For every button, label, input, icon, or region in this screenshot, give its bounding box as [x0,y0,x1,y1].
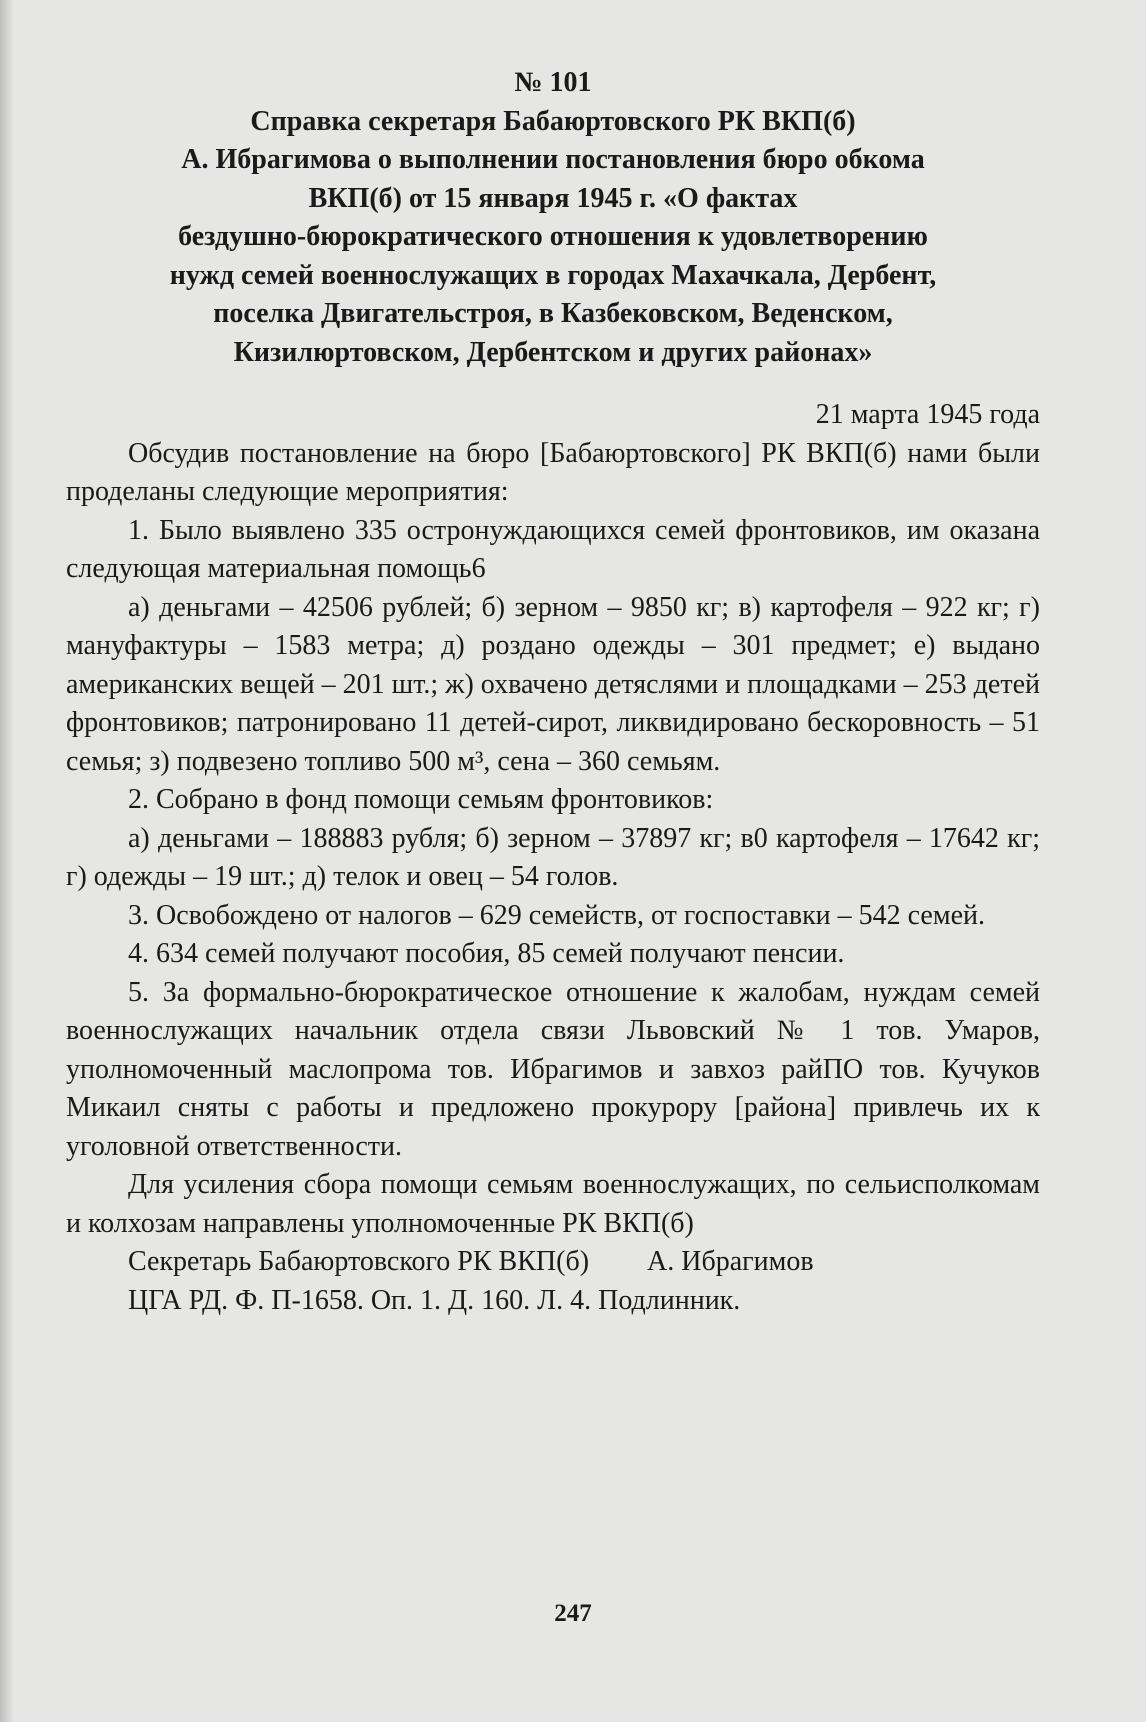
title-line: поселка Двигательстроя, в Казбековском, Веденском, [213,298,893,329]
signature-line [66,1243,1040,1282]
paragraph: 1. Было выявлено 335 остронуждающихся семей фронтовиков, им оказана следующая материальная помощь6 [66,514,1040,584]
paragraph: Для усиления сбора помощи семьям военнослужащих, по сельисполкомам и колхозам направлены уполномоченные РК ВКП(б) [66,1169,1040,1239]
page-edge-shadow [0,0,14,1722]
title-line: Справка секретаря Бабаюртовского РК ВКП(б) [250,105,856,137]
document-page [66,64,1040,1320]
paragraph: 4. 634 семей получают пособия, 85 семей получают пенсии. [128,938,845,969]
title-line: бездушно-бюрократического отношения к удовлетворению [178,221,928,252]
title-line: Кизилюртовском, Дербентском и других районах» [233,336,873,368]
paragraph: Обсудив постановление на бюро [Бабаюртовского] РК ВКП(б) нами были проделаны следующие мероприятия: [66,437,1040,507]
title-line: нужд семей военнослужащих в городах Махачкала, Дербент, [169,259,937,291]
paragraph: 2. Собрано в фонд помощи семьям фронтовиков: [128,784,714,815]
paragraph: а) деньгами – 188883 рубля; б) зерном – 37897 кг; в0 картофеля – 17642 кг; г) одежды – 19 шт.; д) телок и овец – 54 голов. [66,822,1040,892]
paragraph: 5. За формально-бюрократическое отношение к жалобам, нуждам семей военнослужащих начальник отдела связи Львовский № 1 тов. Умаров, уполномоченный маслопрома тов. Ибрагимов и завхоз райПО тов. Кучуков Микаил сняты с работы и предложено прокурору [района] привлечь их к уголовной ответственности. [66,976,1040,1162]
signature-name: А. Ибрагимов [647,1246,814,1277]
archive-reference: ЦГА РД. Ф. П-1658. Оп. 1. Д. 160. Л. 4. Подлинник. [128,1284,741,1316]
paragraph: 3. Освобождено от налогов – 629 семейств, от госпоставки – 542 семей. [128,899,985,931]
document-body [66,435,1040,1244]
title-line: ВКП(б) от 15 января 1945 г. «О фактах [308,182,798,214]
signature-position: Секретарь Бабаюртовского РК ВКП(б) [128,1246,590,1277]
document-date: 21 марта 1945 года [815,399,1040,430]
page-number: 247 [554,1600,592,1627]
document-number: № 101 [514,67,592,98]
paragraph: а) деньгами – 42506 рублей; б) зерном – 9850 кг; в) картофеля – 922 кг; г) мануфактуры – 1583 метра; д) роздано одежды – 301 предмет; е) выдано американских вещей – 201 шт.; ж) охвачено детяслями и площадками – 253 детей фронтовиков; патронировано 11 детей-сирот, ликвидировано бескоровность – 51 семья; з) подвезено топливо 500 м³, сена – 360 семьям. [66,591,1040,777]
title-line: А. Ибрагимова о выполнении постановления бюро обкома [181,144,925,175]
